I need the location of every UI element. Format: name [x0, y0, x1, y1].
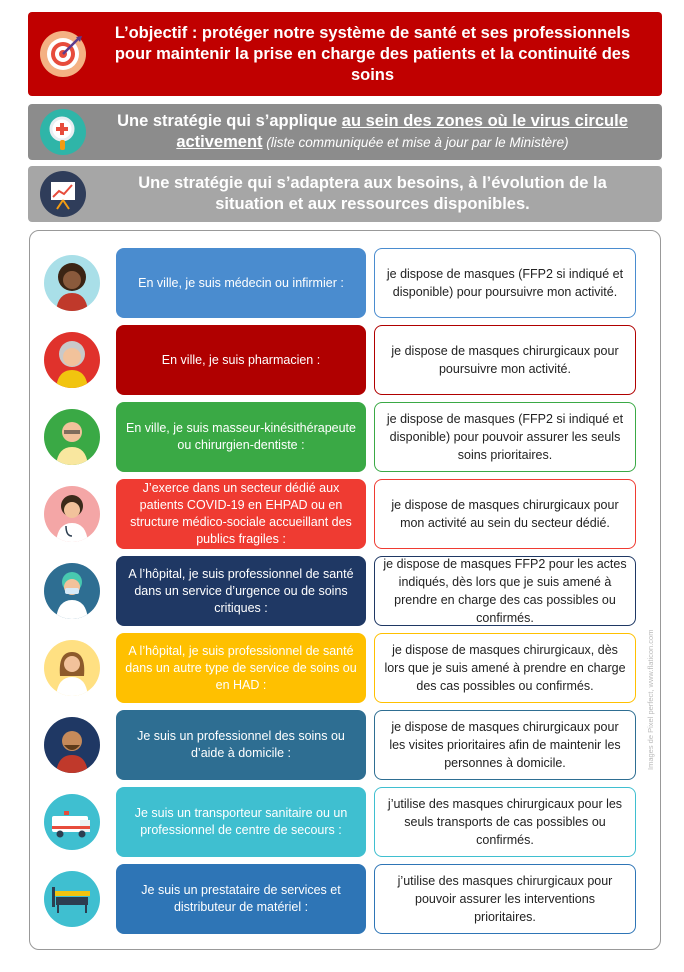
strategy-adapt-text: Une stratégie qui s’adaptera aux besoins, à l’évolution de la situation et aux ressources disponibles. — [138, 174, 607, 213]
row-transport — [30, 787, 662, 857]
target-icon — [40, 31, 86, 77]
objective-text: L’objectif : protéger notre système de santé et ses professionnels pour maintenir la prise en charge des patients et la continuité des soins — [114, 23, 631, 84]
presentation-board-icon — [40, 171, 86, 217]
role-label: En ville, je suis médecin ou infirmier : — [116, 248, 366, 318]
medical-bed-icon — [44, 871, 100, 927]
pharmacist-icon — [44, 332, 100, 388]
row-equipment — [30, 864, 662, 934]
strategy-zone-underlined: au sein des zones où le virus circule activement — [176, 112, 628, 151]
row-pharmacist — [30, 325, 662, 395]
ambulance-icon — [44, 794, 100, 850]
mask-note: je dispose de masques (FFP2 si indiqué et disponible) pour pouvoir assurer les seuls soins prioritaires. — [374, 402, 636, 472]
mask-note: je dispose de masques chirurgicaux pour mon activité au sein du secteur dédié. — [374, 479, 636, 549]
objective-banner — [28, 12, 662, 96]
strategy-zone-banner — [28, 104, 662, 160]
image-credit — [636, 520, 655, 770]
professionals-panel — [29, 230, 661, 950]
row-emergency — [30, 556, 662, 626]
row-home-care — [30, 710, 662, 780]
mask-note: je dispose de masques FFP2 pour les actes indiqués, dès lors que je suis amené à prendre en charge des cas possibles ou confirmés. — [374, 556, 636, 626]
emergency-nurse-icon — [44, 563, 100, 619]
row-hospital — [30, 633, 662, 703]
mask-note: je dispose de masques (FFP2 si indiqué et disponible) pour poursuivre mon activité. — [374, 248, 636, 318]
strategy-adapt-banner — [28, 166, 662, 222]
strategy-zone-note: (liste communiquée et mise à jour par le Ministère) — [262, 135, 569, 150]
role-label: Je suis un transporteur sanitaire ou un professionnel de centre de secours : — [116, 787, 366, 857]
strategy-zone-prefix: Une stratégie qui s’applique — [117, 112, 342, 130]
mask-note: j’utilise des masques chirurgicaux pour pouvoir assurer les interventions prioritaires. — [374, 864, 636, 934]
role-label: En ville, je suis masseur-kinésithérapeute ou chirurgien-dentiste : — [116, 402, 366, 472]
mask-note: je dispose de masques chirurgicaux pour les visites prioritaires afin de maintenir les personnes à domicile. — [374, 710, 636, 780]
role-label: J’exerce dans un secteur dédié aux patients COVID-19 en EHPAD ou en structure médico-sociale accueillant des publics fragiles : — [116, 479, 366, 549]
role-label: En ville, je suis pharmacien : — [116, 325, 366, 395]
hospital-nurse-icon — [44, 640, 100, 696]
magnifier-icon — [40, 109, 86, 155]
doctor-woman-icon — [44, 255, 100, 311]
home-carer-icon — [44, 717, 100, 773]
mask-note: je dispose de masques chirurgicaux pour poursuivre mon activité. — [374, 325, 636, 395]
row-covid-sector — [30, 479, 662, 549]
row-doctor — [30, 248, 662, 318]
role-label: Je suis un professionnel des soins ou d’aide à domicile : — [116, 710, 366, 780]
mask-note: j’utilise des masques chirurgicaux pour les seuls transports de cas possibles ou confirmés. — [374, 787, 636, 857]
physiotherapist-icon — [44, 409, 100, 465]
care-doctor-icon — [44, 486, 100, 542]
role-label: A l’hôpital, je suis professionnel de santé dans un autre type de service de soins ou en HAD : — [116, 633, 366, 703]
role-label: A l’hôpital, je suis professionnel de santé dans un service d’urgence ou de soins critiques : — [116, 556, 366, 626]
image-credit-text: Images de Pixel perfect, www.flaticon.com — [646, 629, 655, 770]
row-physiotherapist — [30, 402, 662, 472]
role-label: Je suis un prestataire de services et distributeur de matériel : — [116, 864, 366, 934]
mask-note: je dispose de masques chirurgicaux, dès lors que je suis amené à prendre en charge des cas possibles ou confirmés. — [374, 633, 636, 703]
